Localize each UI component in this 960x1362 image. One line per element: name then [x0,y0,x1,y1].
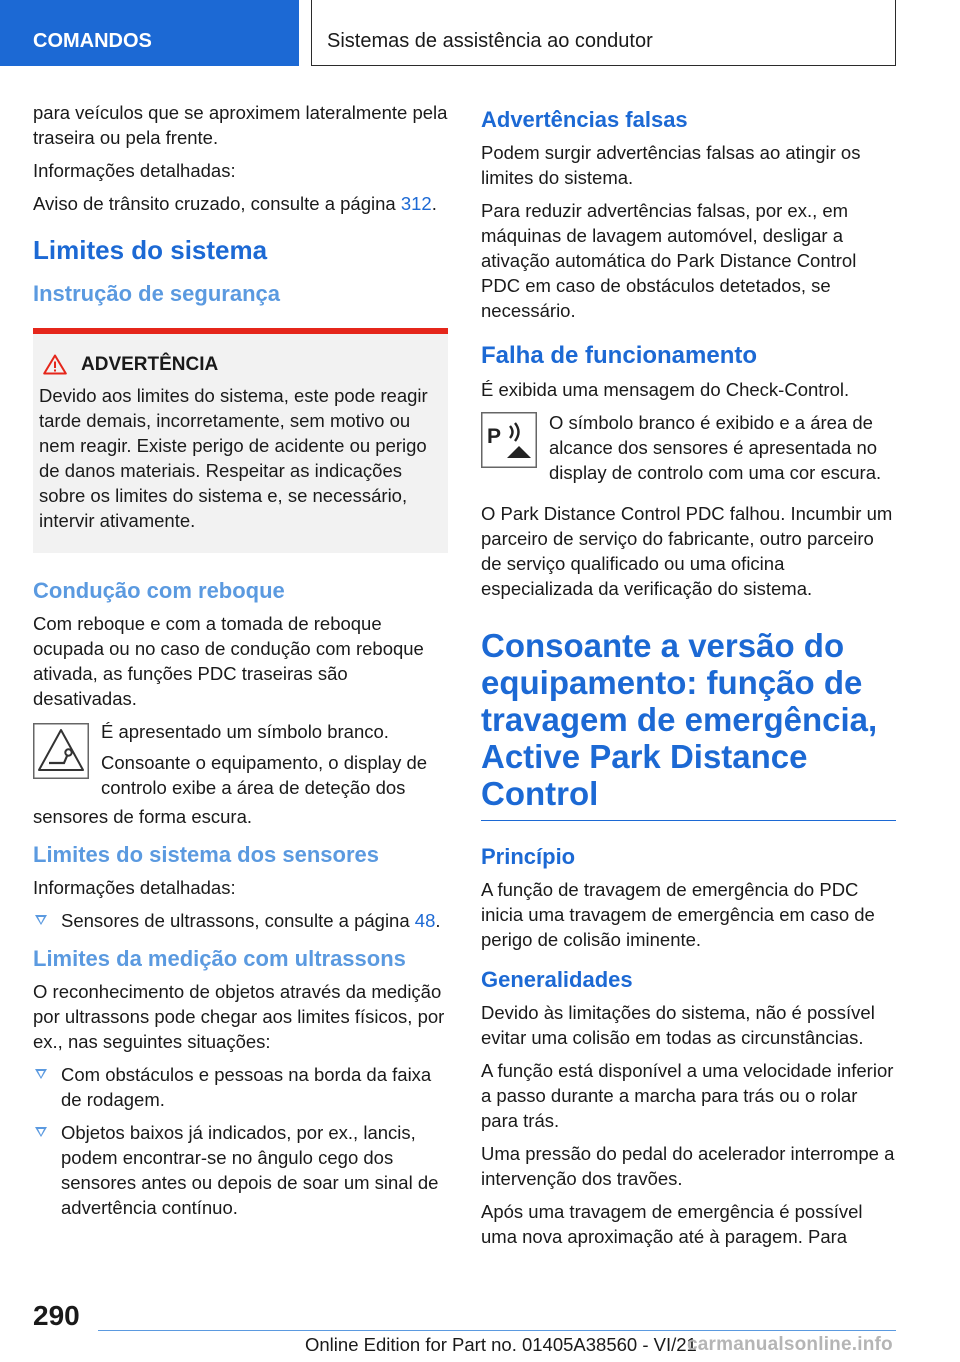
malfunction-figure-text: O símbolo branco é exibido e a área de alcance dos sensores é apresentada no display de controlo com uma cor escura. [549,412,882,483]
warning-title: ADVERTÊNCIA [81,354,219,375]
towing-figure-line2: Consoante o equipamento, o display de controlo exibe a área de deteção dos [101,752,428,798]
page-number: 290 [33,1300,80,1331]
heading-malfunction: Falha de funcionamento [481,342,758,369]
info-reference: Aviso de trânsito cruzado, consulte a página 312. [33,193,437,214]
towing-figure-row [33,719,448,806]
principle-text: A função de travagem de emergência do PDC inicia uma travagem de emergência em caso de perigo de colisão iminente. [481,879,875,950]
general-text-1: Devido às limitações do sistema, não é possível evitar uma colisão em todas as circunstâncias. [481,1002,875,1048]
warning-triangle-icon [43,354,67,375]
ultrasonic-list [33,1062,448,1220]
heading-false-warnings: Advertências falsas [481,107,688,132]
bullet-triangle-icon [35,915,47,925]
false-warnings-text-2: Para reduzir advertências falsas, por ex., em máquinas de lavagem automóvel, desligar a ativação automática do Park Distance Control PDC em caso de obstáculos detetados, se necessário. [481,200,857,321]
heading-towing: Condução com reboque [33,578,285,603]
list-item: Sensores de ultrassons, consulte a página 48. [33,908,448,933]
svg-text:P: P [487,425,502,448]
list-item: Objetos baixos já indicados, por ex., lancis, podem encontrar-se no ângulo cego dos sensores antes ou depois de soar um sinal de advertência contínuo. [33,1120,448,1220]
false-warnings-text-1: Podem surgir advertências falsas ao atingir os limites do sistema. [481,142,861,188]
towing-figure-continuation: sensores de forma escura. [33,806,253,827]
general-text-2: A função está disponível a uma velocidade inferior a passo durante a marcha para trás ou o rolar para trás. [481,1060,894,1131]
warning-box [33,328,448,553]
right-column [481,100,896,1257]
malfunction-text-1: É exibida uma mensagem do Check-Control. [481,379,850,400]
left-column [33,100,448,1228]
heading-ultrasonic-limits: Limites da medição com ultrassons [33,946,406,971]
page-link-48[interactable]: 48 [414,910,436,931]
heading-safety-instruction: Instrução de segurança [33,281,280,306]
park-distance-control-icon [481,412,537,468]
footer-edition: Online Edition for Part no. 01405A38560 - VI/21 [305,1334,697,1355]
heading-sensor-limits: Limites do sistema dos sensores [33,842,380,867]
malfunction-text-2: O Park Distance Control PDC falhou. Incumbir um parceiro de serviço do fabricante, outro parceiro de serviço qualificado ou uma oficina especializada da verificação do sistema. [481,503,893,599]
footer-divider [98,1330,896,1331]
ultrasonic-text: O reconhecimento de objetos através da medição por ultrassons pode chegar aos limites físicos, por ex., nas seguintes situações: [33,981,445,1052]
section-tab: COMANDOS [0,0,299,66]
trailer-hitch-icon [33,723,89,779]
list-item: Com obstáculos e pessoas na borda da faixa de rodagem. [33,1062,448,1112]
sensor-info-label: Informações detalhadas: [33,877,236,898]
heading-divider [481,820,896,821]
towing-text: Com reboque e com a tomada de reboque ocupada ou no caso de condução com reboque ativada, as funções PDC traseiras são desativadas. [33,613,424,709]
malfunction-figure-row [481,410,896,491]
watermark: carmanualsonline.info [687,1334,893,1355]
heading-system-limits: Limites do sistema [33,235,268,265]
page-header [0,0,960,66]
bullet-triangle-icon [35,1127,47,1137]
general-text-3: Uma pressão do pedal do acelerador interrompe a intervenção dos travões. [481,1143,895,1189]
info-label: Informações detalhadas: [33,160,236,181]
warning-text: Devido aos limites do sistema, este pode reagir tarde demais, incorretamente, sem motivo ou nem reagir. Existe perigo de acidente ou perigo de danos materiais. Respeitar as indicações sobre os limites do sistema e, se necessário, intervir ativamente. [39,385,428,531]
bullet-triangle-icon [35,1069,47,1079]
heading-emergency-braking: Consoante a versão do equipamento: função de travagem de emergência, Active Park Distance Control [481,627,878,812]
towing-figure-line1: É apresentado um símbolo branco. [101,721,389,742]
chapter-title: Sistemas de assistência ao condutor [311,0,896,66]
heading-principle: Princípio [481,844,576,869]
general-text-4: Após uma travagem de emergência é possível uma nova aproximação até à paragem. Para [481,1201,863,1247]
heading-general: Generalidades [481,967,633,992]
page-link-312[interactable]: 312 [400,193,432,214]
intro-text: para veículos que se aproximem lateralmente pela traseira ou pela frente. [33,102,448,148]
sensor-list [33,908,448,933]
